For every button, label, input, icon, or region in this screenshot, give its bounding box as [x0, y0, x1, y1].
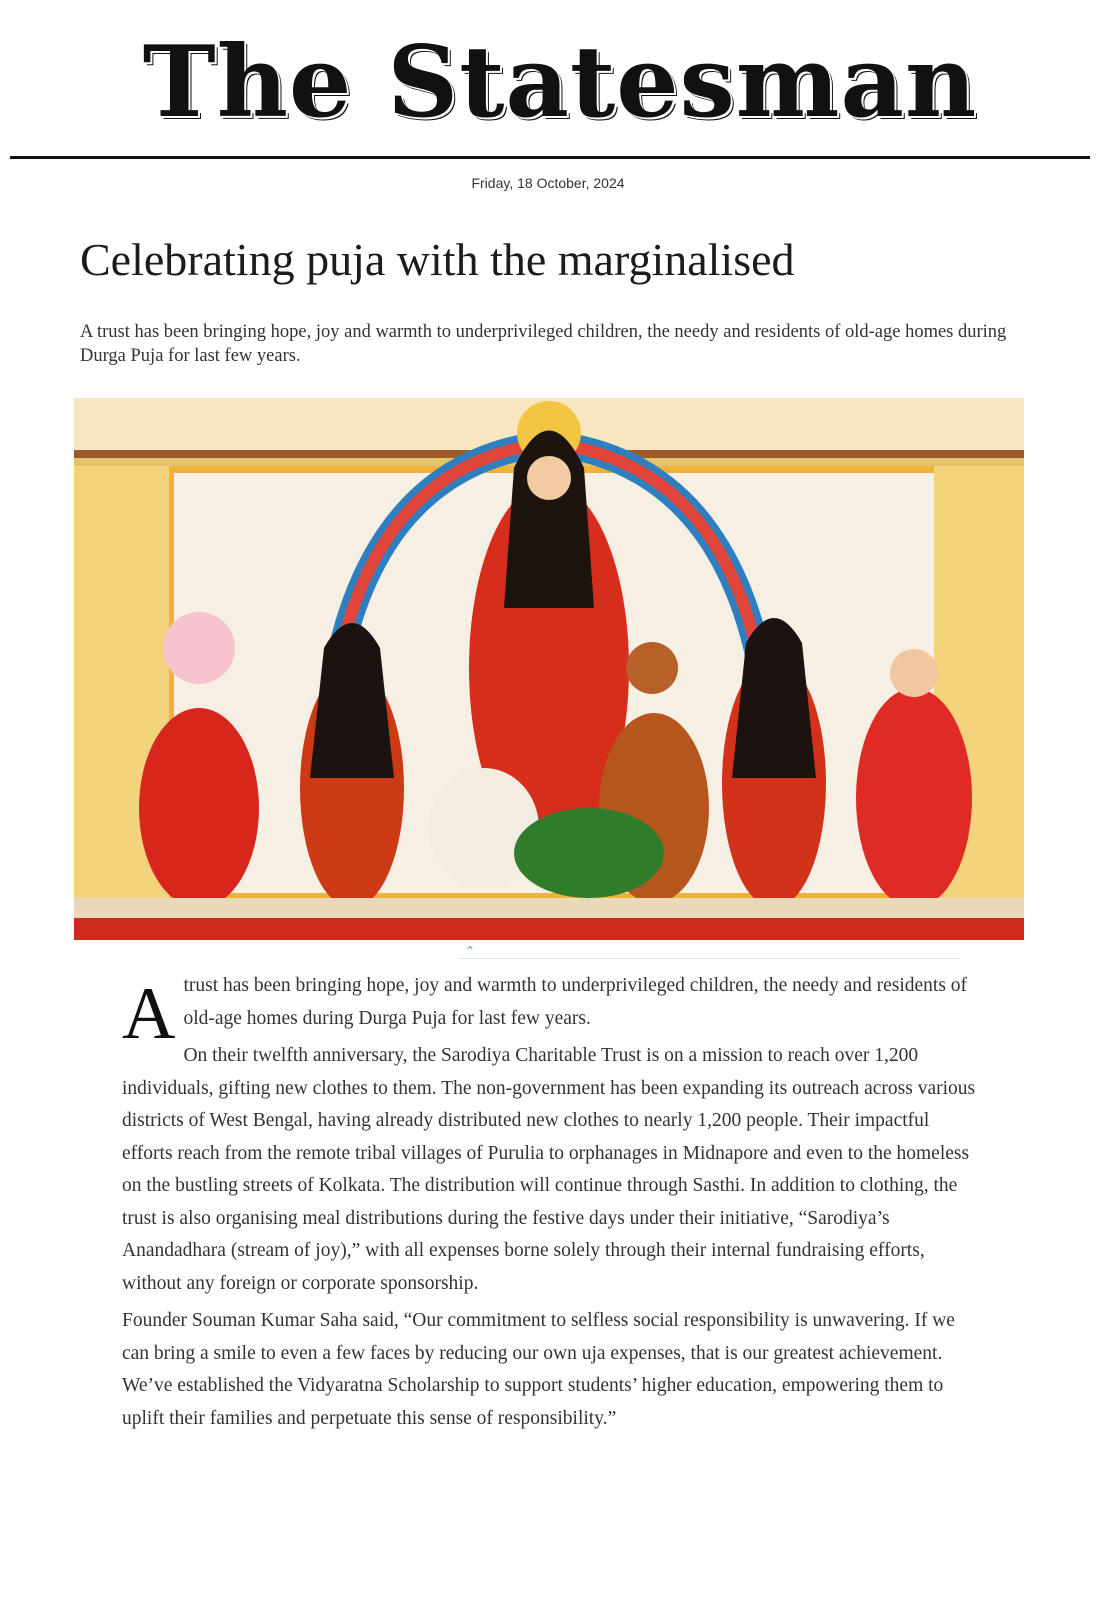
masthead-logo[interactable]: The Statesman	[142, 25, 978, 140]
body-paragraph-mission: On their twelfth anniversary, the Sarodiya Charitable Trust is on a mission to reach over 1,200 individuals, gifting new clothes to them. The non-government has been expanding its outreach across various districts of West Bengal, having already distributed new clothes to nearly 1,200 people. Their impactful efforts reach from the remote tribal villages of Purulia to orphanages in Midnapore and even to the homeless on the bustling streets of Kolkata. The distribution will continue through Sasthi. In addition to clothing, the trust is also organising meal distributions during the festive days under their initiative, “Sarodiya’s Anandadhara (stream of joy),” with all expenses borne solely through their internal fundraising efforts, without any foreign or corporate sponsorship.	[122, 1045, 976, 1294]
masthead-divider	[10, 156, 1090, 159]
durga-idol-photo[interactable]	[74, 398, 1024, 940]
article-body	[122, 970, 982, 1440]
article-standfirst: A trust has been bringing hope, joy and warmth to underprivileged children, the needy and residents of old-age homes during Durga Puja for last few years.	[80, 322, 1007, 366]
drop-cap: A	[122, 973, 176, 1055]
chevron-up-icon[interactable]: ⌃	[465, 944, 476, 958]
image-bottom-divider	[460, 958, 960, 959]
publication-date: Friday, 18 October, 2024	[471, 175, 625, 191]
body-paragraph-founder-quote: Founder Souman Kumar Saha said, “Our commitment to selfless social responsibility is unwavering. If we can bring a smile to even a few faces by reducing our own uja expenses, that is our greatest achievement. We’ve established the Vidyaratna Scholarship to support students’ higher education, empowering them to uplift their families and perpetuate this sense of responsibility.”	[122, 1310, 955, 1429]
photo-illustration	[74, 398, 1024, 940]
lead-paragraph-text: trust has been bringing hope, joy and warmth to underprivileged children, the needy and residents of old-age homes during Durga Puja for last few years.	[183, 975, 968, 1029]
article-headline: Celebrating puja with the marginalised	[80, 234, 795, 285]
lead-paragraph	[122, 970, 982, 1055]
